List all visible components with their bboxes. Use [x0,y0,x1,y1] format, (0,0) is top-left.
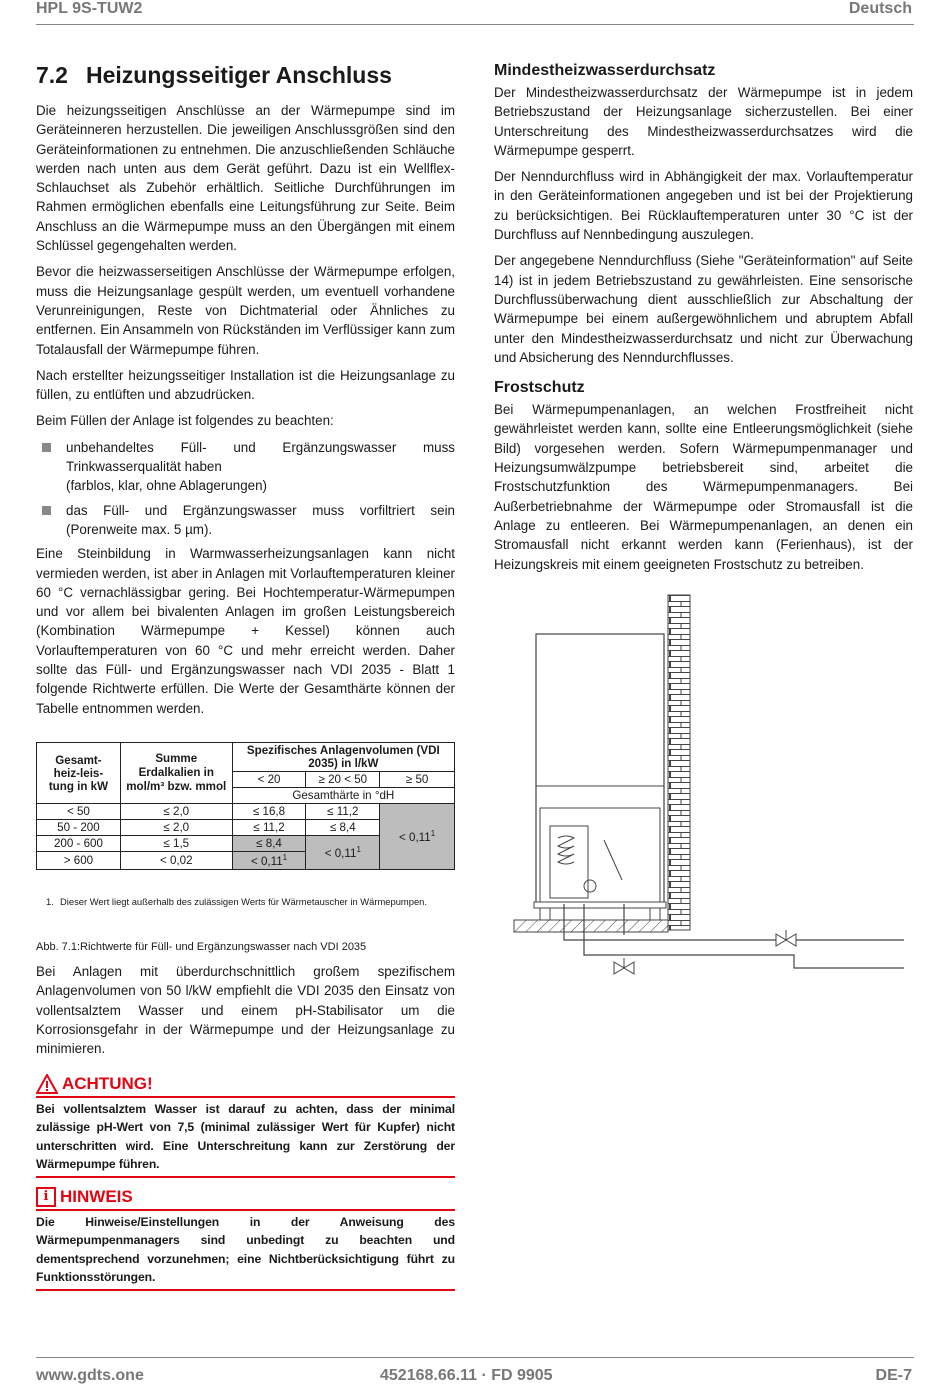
section-title: Heizungsseitiger Anschluss [86,62,392,88]
footer-page-number: DE-7 [875,1367,912,1384]
table-cell: ≤ 2,0 [120,820,232,836]
warning-triangle-icon [36,1074,58,1094]
table-cell: < 50 [37,804,121,820]
table-subheader: ≥ 20 < 50 [306,772,380,788]
footnote-mark: 1 [430,829,436,838]
warning-title-text: ACHTUNG! [62,1074,153,1093]
footer-website: www.gdts.one [36,1367,144,1384]
table-cell: < 0,02 [120,852,232,870]
header-language: Deutsch [848,0,912,17]
warning-text: Bei vollentsalztem Wasser ist darauf zu achten, dass der minimal zulässige pH-Wert von 7,5 (minimal zulässiger Wert für Kupfer) nicht unterschritten wird. Eine Unterschreitung kann zur Zerstörung der Wärmepumpe führen. [36,1102,455,1172]
warning-box [36,1073,455,1178]
table-footnote [46,896,455,908]
table-cell: ≤ 8,4 [232,836,306,852]
footer-document-number: 452168.66.11 · FD 9905 [380,1367,553,1384]
heat-pump-unit [534,634,666,920]
bullet-square-icon [42,506,51,515]
table-cell: ≤ 16,8 [232,804,306,820]
installation-diagram [494,590,914,1000]
paragraph: Der angegebene Nenndurchfluss (Siehe "Geräteinformation" auf Seite 14) ist in jedem Betriebszustand zu gewährleisten. Eine sensorische Durchflussüberwachung dient ausschließlich zur Abschaltung der Wärmepumpe bei einem außergewöhnlichem und abruptem Abfall unter den Mindestheizwasserdurchsatz und nicht zur Überwachung und Absicherung des Nenndurchflusses. [494,253,913,365]
paragraph: Der Nenndurchfluss wird in Abhängigkeit der max. Vorlauftemperatur in den Geräteinformationen angegeben und ist bei der Projektierung zu berücksichtigen. Bei Rücklauftemperaturen unter 30 °C ist der Durchfluss auf Nennbedingung auszulegen. [494,169,913,243]
table-header-sum: Summe Erdalkalien in mol/m³ bzw. mmol [120,743,232,804]
table-unit-header: Gesamthärte in °dH [232,788,454,804]
paragraph: Der Mindestheizwasserdurchsatz der Wärmepumpe ist in jedem Betriebszustand der Heizungsanlage sicherzustellen. Bei einer Unterschreitung des Mindestheizwasserdurchsatzes wird die Wärmepumpe gesperrt. [494,85,913,158]
table-cell: ≤ 11,2 [306,804,380,820]
warning-bottom-rule [36,1176,455,1178]
warning-title [36,1073,455,1095]
info-icon: i [36,1187,56,1207]
right-column [494,62,913,581]
paragraph: Bevor die heizwasserseitigen Anschlüsse der Wärmepumpe erfolgen, muss die Heizungsanlage gespült werden, um eventuell vorhandene Verunreinigungen, Reste von Dichtmaterial oder Ähnliches zu entfernen. Ein Ansammeln von Rückständen im Verflüssiger kann zum Totalausfall der Wärmepumpe führen. [36,264,455,357]
bullet-subtext: (farblos, klar, ohne Ablagerungen) [66,478,267,494]
section-number: 7.2 [36,62,68,88]
table-cell: ≤ 1,5 [120,836,232,852]
floor [514,920,668,932]
bullet-text: unbehandeltes Füll- und Ergänzungswasser muss Trinkwasserqualität haben [66,439,455,475]
footnote-mark: 1 [282,853,288,862]
paragraph: Bei Anlagen mit überdurchschnittlich großem spezifischem Anlagenvolumen von 50 l/kW empfiehlt die VDI 2035 den Einsatz von vollentsalztem Wasser und einem pH-Stabilisator um die Korrosionsgefahr in der Wärmepumpe und der Heizungsanlage zu minimieren. [36,964,455,1057]
paragraph: Die heizungsseitigen Anschlüsse an der Wärmepumpe sind im Geräteinneren herzustellen. Die jeweiligen Anschlussgrößen sind den Geräteinformationen zu entnehmen. Die anzuschließenden Schläuche werden nach unten aus dem Gerät geführt. Dazu ist ein Wellflex-Schlauchset als Zubehör erhältlich. Seitliche Durchführungen im Rahmen ermöglichen ebenfalls eine Leitungsführung zur Seite. Beim Anschluss an die Wärmepumpe muss an den Übergängen mit einem Schlüssel gegengehalten werden. [36,103,455,254]
table-cell: ≤ 2,0 [120,804,232,820]
table-row [37,804,455,820]
water-quality-table [36,742,455,870]
left-column [36,62,455,725]
table-cell: 50 - 200 [37,820,121,836]
paragraph: Bei Wärmepumpenanlagen, an welchen Frostfreiheit nicht gewährleistet werden kann, sollte eine Entleerungsmöglichkeit (siehe Bild) vorgesehen werden. Sofern Wärmepumpenmanager und Heizungsumwälzpumpe betriebsbereit sind, arbeitet die Frostschutzfunktion des Wärmepumpenmanagers. Bei Außerbetriebnahme der Wärmepumpe oder Stromausfall ist die Anlage zu entleeren. Bei Wärmepumpenanlagen, an denen ein Stromausfall nicht erkannt werden kann (Ferienhaus), ist der Heizungskreis mit einem geeigneten Frostschutz zu betreiben. [494,402,913,572]
table-subheader: < 20 [232,772,306,788]
figure-caption: Abb. 7.1:Richtwerte für Füll- und Ergänzungswasser nach VDI 2035 [36,941,367,953]
table-cell: ≤ 11,2 [232,820,306,836]
table-cell: > 600 [37,852,121,870]
table-cell-text: < 0,11 [250,854,283,868]
bullet-list [36,438,455,539]
wall [668,595,690,930]
list-item [36,501,455,540]
table-cell-text: < 0,11 [399,830,431,844]
section-heading [36,62,455,89]
paragraph: Beim Füllen der Anlage ist folgendes zu beachten: [36,413,334,429]
header-divider [36,24,914,25]
table-cell [232,852,306,870]
table-cell: 200 - 600 [37,836,121,852]
header-model: HPL 9S-TUW2 [36,0,143,17]
note-box [36,1186,455,1291]
subheading-frost: Frostschutz [494,379,585,397]
subheading-min-flow: Mindestheizwasserdurchsatz [494,62,716,79]
table-subheader: ≥ 50 [380,772,455,788]
footnote-mark: 1 [356,845,361,854]
note-bottom-rule [36,1289,455,1291]
note-title [36,1186,455,1208]
table-cell-merged [306,836,380,870]
bullet-square-icon [42,443,51,452]
footnote-number: 1. [46,896,54,907]
table-header-volume: Spezifisches Anlagenvolumen (VDI 2035) in l/kW [232,743,454,772]
table-cell-merged [380,804,455,870]
footer-divider [36,1357,914,1358]
bullet-text: das Füll- und Ergänzungswasser muss vorfiltriert sein (Porenweite max. 5 µm). [66,502,455,537]
table-cell: ≤ 8,4 [306,820,380,836]
note-title-text: HINWEIS [60,1187,133,1206]
paragraph: Nach erstellter heizungsseitiger Installation ist die Heizungsanlage zu füllen, zu entlüften und abzudrücken. [36,367,455,403]
list-item [36,438,455,496]
after-table-block [36,962,455,1065]
table-header-power: Gesamt-heiz-leis-tung in kW [37,743,121,804]
valves [614,930,796,974]
paragraph: Eine Steinbildung in Warmwasserheizungsanlagen kann nicht vermieden werden, ist aber in Anlagen mit Vorlauftemperaturen kleiner 60 °C vernachlässigbar gering. Bei Hochtemperatur-Wärmepumpen und vor allem bei bivalenten Anlagen im großen Leistungsbereich (Kombination Wärmepumpe + Kessel) können auch Vorlauftemperaturen von 60 °C und mehr erreicht werden. Daher sollte das Füll- und Ergänzungswasser nach VDI 2035 - Blatt 1 folgende Richtwerte erfüllen. Die Werte der Gesamthärte können der Tabelle entnommen werden. [36,546,455,716]
table-cell-text: < 0,11 [324,846,357,860]
note-text: Die Hinweise/Einstellungen in der Anweisung des Wärmepumpenmanagers sind unbedingt zu beachten und dementsprechend vorzunehmen; eine Nichtberücksichtigung führt zu Funktionsstörungen. [36,1215,455,1285]
pipes [564,904,904,968]
footnote-text: Dieser Wert liegt außerhalb des zulässigen Werts für Wärmetauscher in Wärmepumpen. [60,896,427,907]
